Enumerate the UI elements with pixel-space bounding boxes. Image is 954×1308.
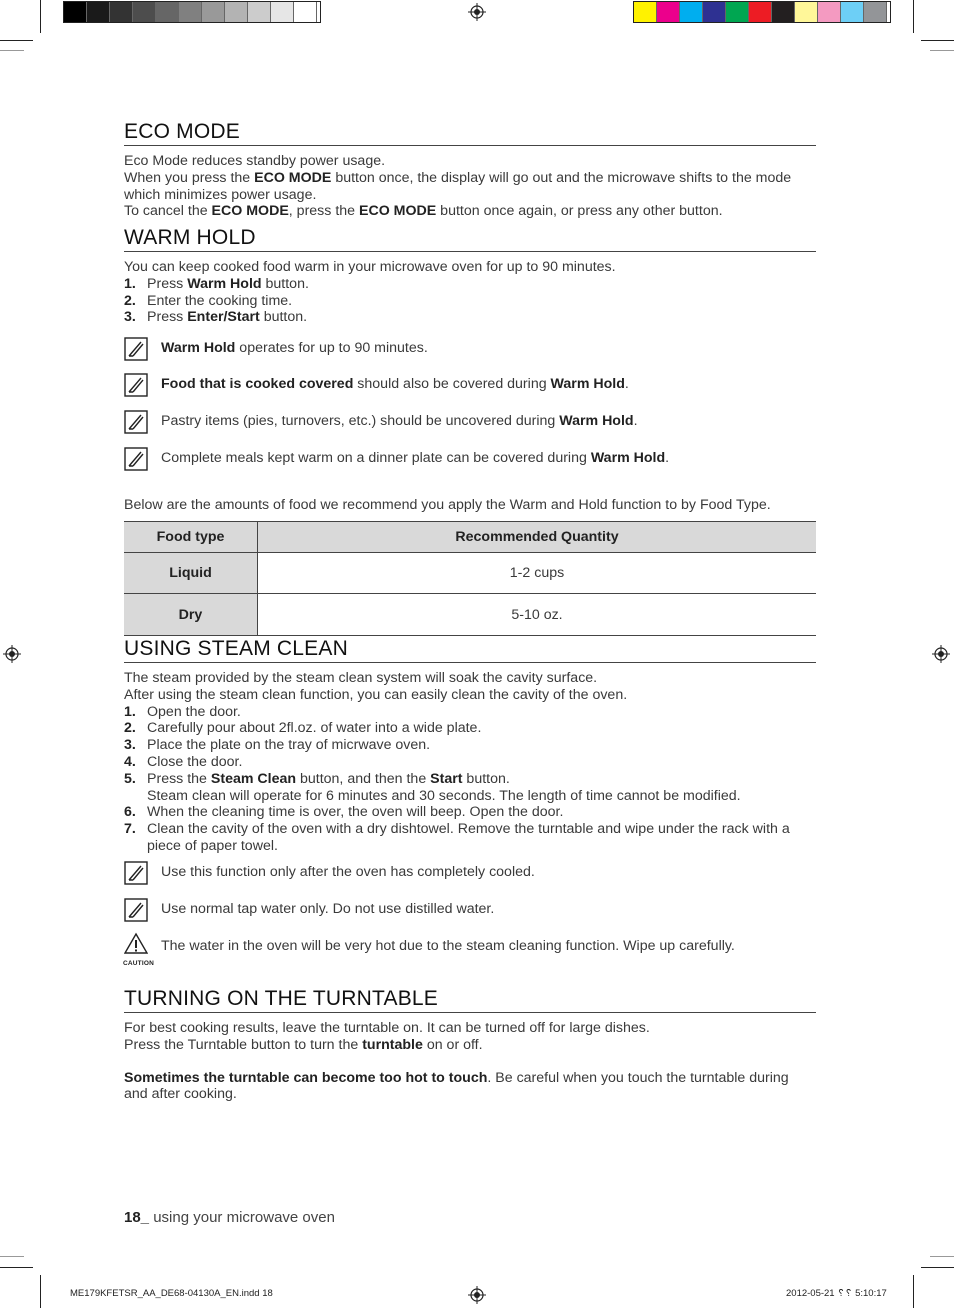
table-header-row: [124, 522, 816, 553]
note-pencil-icon: [124, 447, 148, 471]
color-swatch: [271, 2, 294, 22]
color-swatch: [179, 2, 202, 22]
turntable-paragraph: Sometimes the turntable can become too hot to touch. Be careful when you touch the turntable during and after cooking.: [124, 1069, 789, 1103]
grayscale-color-bar: [63, 1, 321, 23]
cmyk-color-bar: [633, 1, 891, 23]
color-swatch: [657, 2, 680, 22]
table-header-cell: Recommended Quantity: [258, 522, 817, 553]
warm-hold-section: [124, 226, 816, 326]
crop-mark: [0, 50, 24, 51]
note-pencil-icon: [124, 861, 148, 885]
page-number: 18_: [124, 1209, 150, 1226]
note: Use normal tap water only. Do not use distilled water.: [124, 901, 853, 927]
list-item: 2. Carefully pour about 2fl.oz. of water into a wide plate.: [124, 720, 482, 737]
color-swatch: [634, 2, 657, 22]
note: Complete meals kept warm on a dinner plate can be covered during Warm Hold.: [124, 450, 853, 476]
table-row: [124, 594, 816, 636]
registration-target-icon: [468, 3, 486, 21]
color-swatch: [818, 2, 841, 22]
note-pencil-icon: [124, 337, 148, 361]
color-swatch: [294, 2, 317, 22]
note-pencil-icon: [124, 373, 148, 397]
note: Warm Hold operates for up to 90 minutes.: [124, 340, 853, 366]
color-swatch: [772, 2, 795, 22]
table-intro: Below are the amounts of food we recommend you apply the Warm and Hold function to by Food Type.: [124, 497, 771, 513]
registration-target-icon: [468, 1286, 486, 1304]
color-swatch: [726, 2, 749, 22]
eco-paragraph: Eco Mode reduces standby power usage.: [124, 153, 386, 169]
list-item: 5. Press the Steam Clean button, and then the Start button. Steam clean will operate for 6 minutes and 30 seconds. The length of time cannot be modified.: [124, 770, 741, 804]
crop-mark: [913, 0, 914, 33]
page-footer: [124, 1209, 335, 1226]
steam-clean-heading: USING STEAM CLEAN: [124, 637, 816, 663]
registration-target-icon: [3, 645, 21, 663]
file-slug: ME179KFETSR_AA_DE68-04130A_EN.indd 18: [70, 1288, 273, 1299]
warm-intro: You can keep cooked food warm in your microwave oven for up to 90 minutes.: [124, 259, 616, 275]
registration-target-icon: [932, 645, 950, 663]
color-swatch: [703, 2, 726, 22]
crop-mark: [0, 40, 33, 41]
list-item: 1. Open the door.: [124, 703, 241, 720]
color-swatch: [110, 2, 133, 22]
caution-note: CAUTION The water in the oven will be very hot due to the steam cleaning function. Wipe up carefully.: [124, 938, 853, 964]
crop-mark: [930, 1256, 954, 1257]
table-cell: 5-10 oz.: [258, 594, 817, 636]
color-swatch: [64, 2, 87, 22]
color-swatch: [680, 2, 703, 22]
crop-mark: [921, 40, 954, 41]
turntable-paragraph: For best cooking results, leave the turntable on. It can be turned off for large dishes.: [124, 1020, 650, 1036]
warm-hold-heading: WARM HOLD: [124, 226, 816, 252]
table-header-cell: Food type: [124, 522, 258, 553]
table-cell: Liquid: [124, 553, 258, 594]
date-slug: 2012-05-21 ␦␦ 5:10:17: [786, 1288, 887, 1299]
color-swatch: [202, 2, 225, 22]
color-swatch: [795, 2, 818, 22]
crop-mark: [930, 50, 954, 51]
warm-steps: [124, 276, 816, 326]
steam-paragraph: After using the steam clean function, you can easily clean the cavity of the oven.: [124, 686, 628, 703]
list-item: 3. Press Enter/Start button.: [124, 309, 308, 326]
crop-mark: [913, 1275, 914, 1308]
turntable-paragraph: Press the Turntable button to turn the turntable on or off.: [124, 1036, 483, 1053]
color-swatch: [87, 2, 110, 22]
color-swatch: [133, 2, 156, 22]
steam-clean-section: [124, 637, 816, 855]
table-cell: 1-2 cups: [258, 553, 817, 594]
color-swatch: [864, 2, 887, 22]
note: Food that is cooked covered should also be covered during Warm Hold.: [124, 376, 853, 402]
food-table: [124, 521, 816, 636]
steam-paragraph: The steam provided by the steam clean system will soak the cavity surface.: [124, 670, 598, 686]
eco-paragraph: When you press the ECO MODE button once, the display will go out and the microwave shifts to the mode which minimizes power usage.: [124, 169, 792, 203]
crop-mark: [40, 0, 41, 33]
caution-triangle-icon: [124, 932, 148, 956]
color-swatch: [749, 2, 772, 22]
list-item: 3. Place the plate on the tray of micrwave oven.: [124, 737, 431, 754]
eco-mode-heading: ECO MODE: [124, 120, 816, 146]
note: Pastry items (pies, turnovers, etc.) should be uncovered during Warm Hold.: [124, 413, 853, 439]
eco-mode-section: [124, 120, 816, 220]
caution-label: CAUTION: [123, 960, 155, 967]
crop-mark: [0, 1267, 33, 1268]
crop-mark: [0, 1256, 24, 1257]
steam-steps: [124, 704, 816, 855]
turntable-heading: TURNING ON THE TURNTABLE: [124, 987, 816, 1013]
list-item: 2. Enter the cooking time.: [124, 292, 293, 309]
color-swatch: [841, 2, 864, 22]
footer-text: using your microwave oven: [149, 1209, 335, 1226]
eco-paragraph: To cancel the ECO MODE, press the ECO MODE button once again, or press any other button.: [124, 203, 723, 220]
list-item: 6. When the cleaning time is over, the oven will beep. Open the door.: [124, 804, 564, 821]
note-pencil-icon: [124, 898, 148, 922]
note-pencil-icon: [124, 410, 148, 434]
turntable-section: [124, 987, 816, 1103]
list-item: 7. Clean the cavity of the oven with a dry dishtowel. Remove the turntable and wipe under the rack with a piece of paper towel.: [124, 821, 790, 854]
list-item: 4. Close the door.: [124, 753, 243, 770]
crop-mark: [921, 1267, 954, 1268]
color-swatch: [248, 2, 271, 22]
crop-mark: [40, 1275, 41, 1308]
table-row: [124, 553, 816, 594]
list-item: 1. Press Warm Hold button.: [124, 275, 309, 292]
color-swatch: [225, 2, 248, 22]
color-swatch: [156, 2, 179, 22]
table-cell: Dry: [124, 594, 258, 636]
note: Use this function only after the oven has completely cooled.: [124, 864, 853, 890]
